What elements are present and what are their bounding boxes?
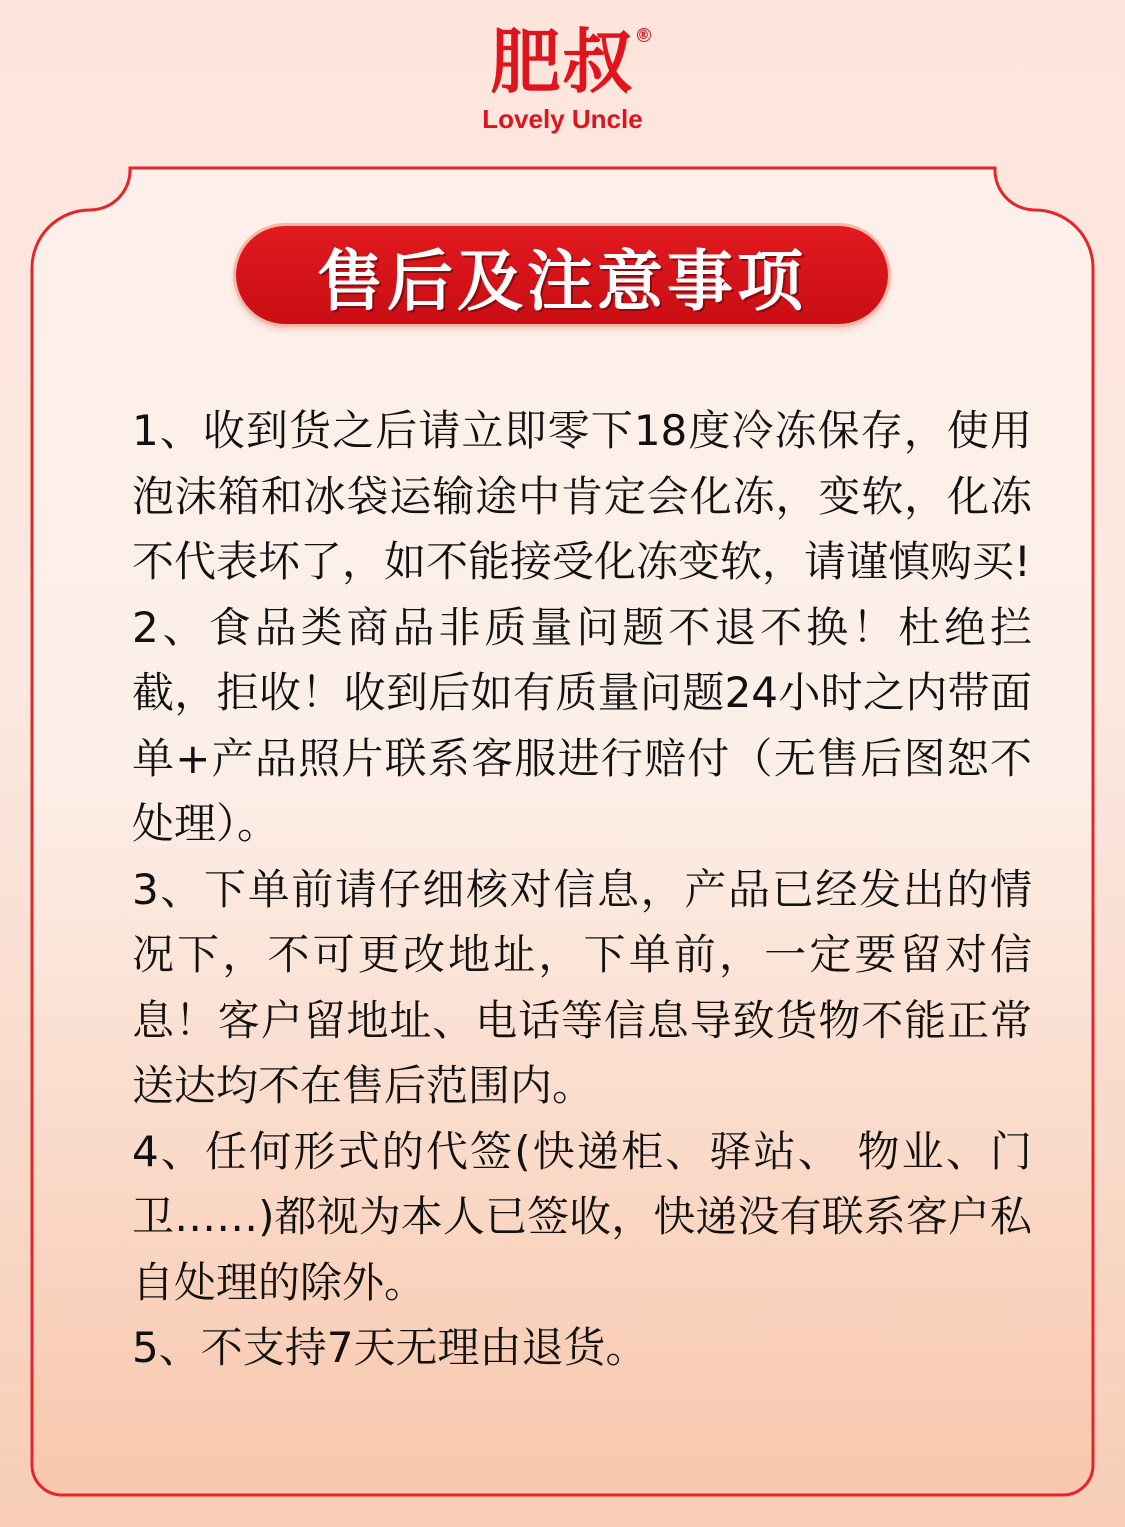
note-item-2: 2、食品类商品非质量问题不退不换！杜绝拦截，拒收！收到后如有质量问题24小时之内带面单+产品照片联系客服进行赔付（无售后图恕不处理）。 [132, 602, 1032, 848]
note-item-3: 3、下单前请仔细核对信息，产品已经发出的情况下，不可更改地址，下单前，一定要留对信息！客户留地址、电话等信息导致货物不能正常送达均不在售后范围内。 [132, 864, 1032, 1110]
note-item-5: 5、不支持7天无理由退货。 [132, 1323, 648, 1372]
brand-name-cn-text: 肥叔 [490, 21, 635, 103]
note-item-4: 4、任何形式的代签(快递柜、驿站、 物业、门卫……)都视为本人已签收，快递没有联系客户私自处理的除外。 [132, 1126, 1032, 1307]
registered-mark: ® [637, 28, 652, 42]
title-banner [236, 226, 888, 324]
note-item-1: 1、收到货之后请立即零下18度冷冻保存，使用泡沫箱和冰袋运输途中肯定会化冻，变软，化冻不代表坏了，如不能接受化冻变软，请谨慎购买! [132, 406, 1032, 586]
brand-name-en: Lovely Uncle [482, 104, 643, 134]
page-title: 售后及注意事项 [317, 242, 807, 320]
notes-list [132, 398, 1032, 1381]
